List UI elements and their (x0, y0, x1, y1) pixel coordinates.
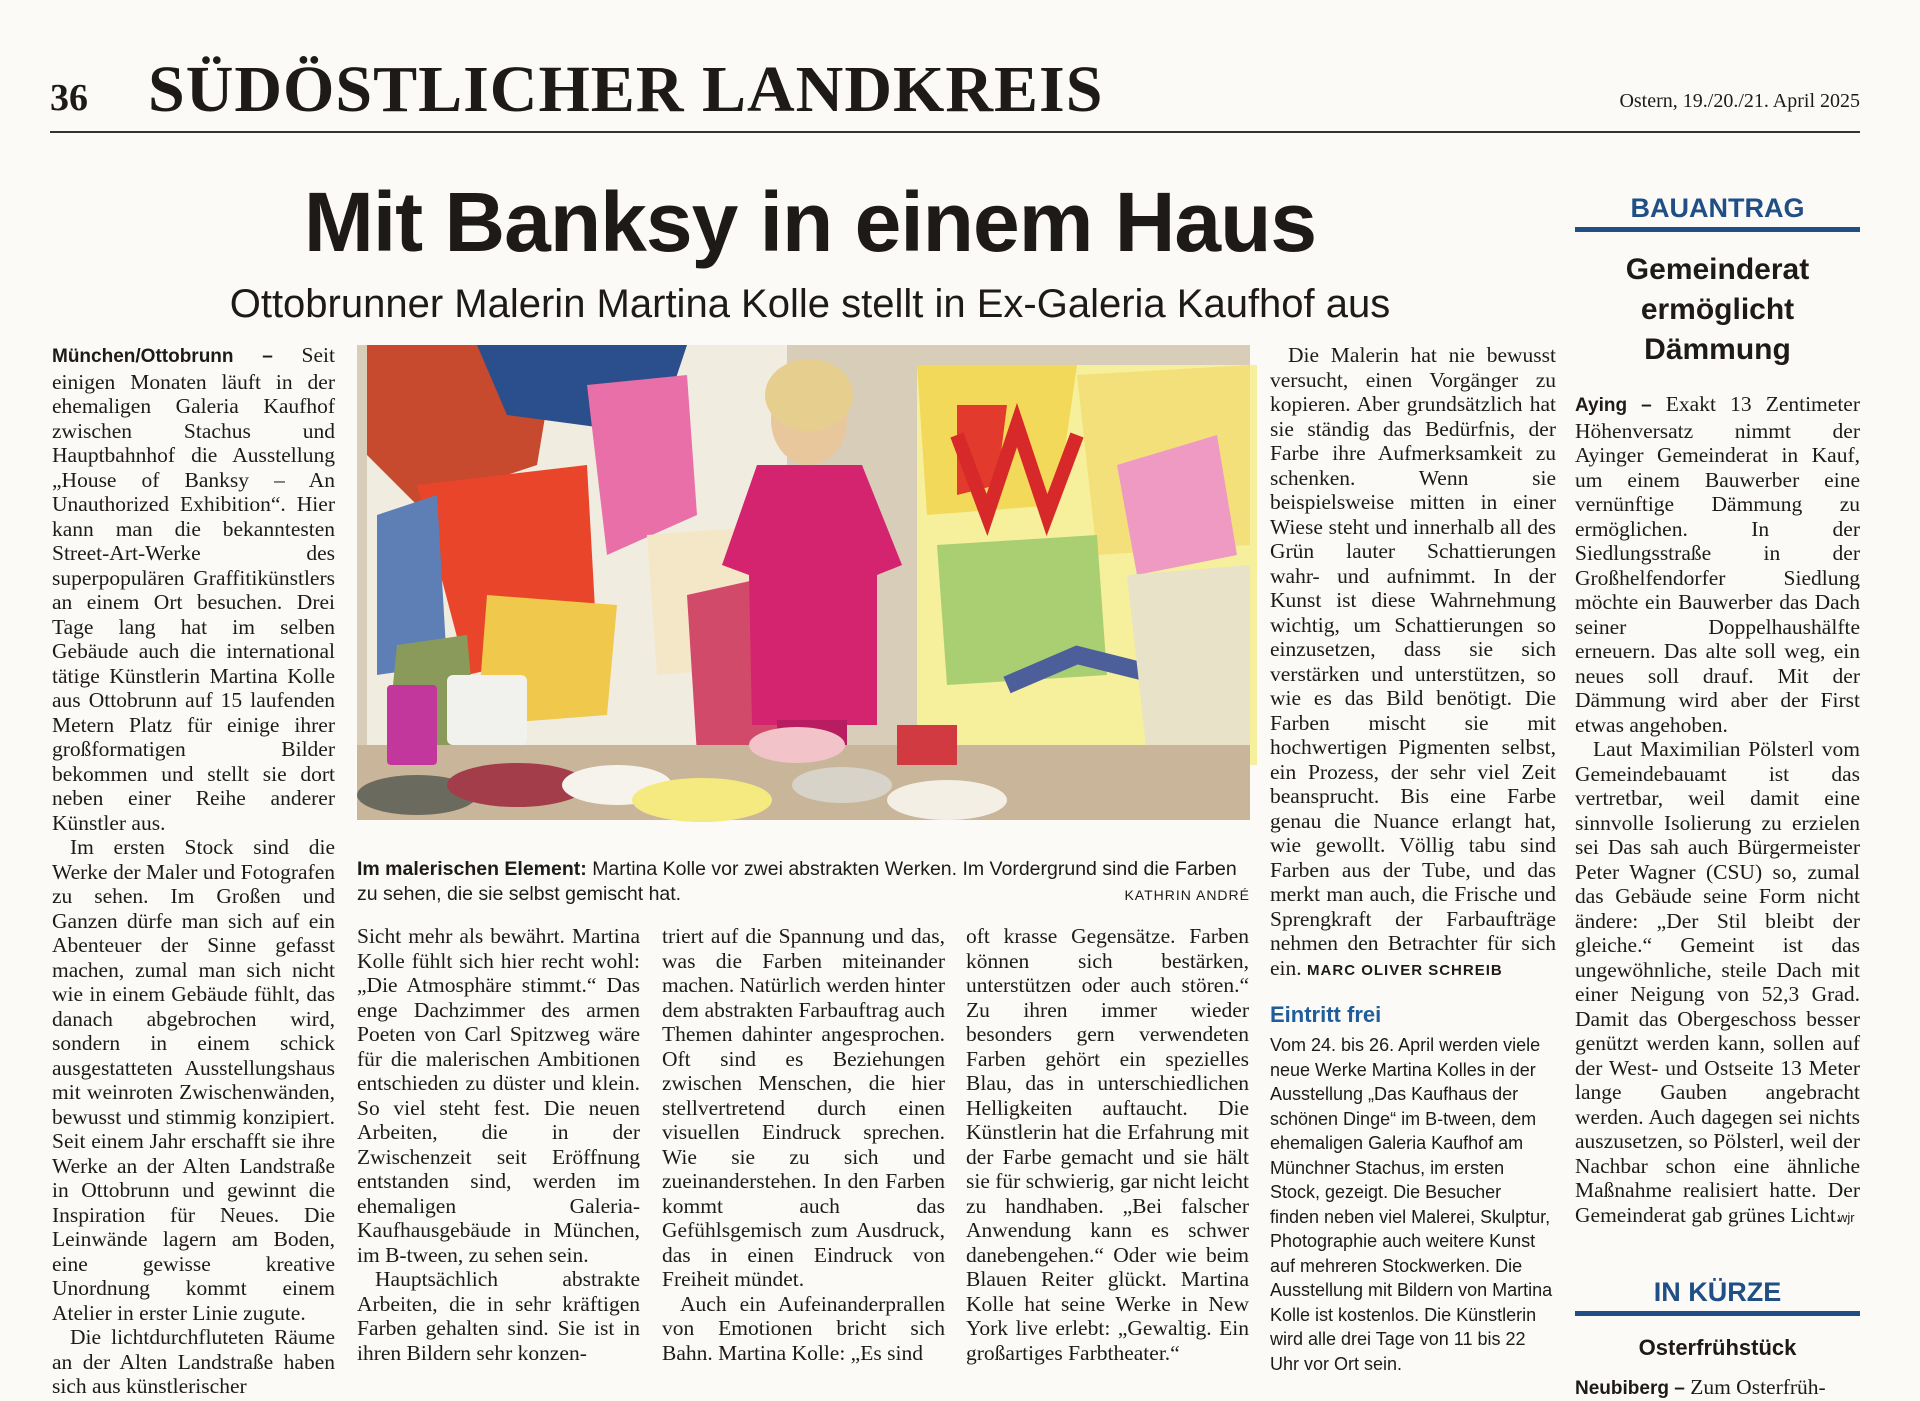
page-number: 36 (50, 77, 88, 119)
sidebar-kicker-in-kuerze: IN KÜRZE (1653, 1277, 1782, 1307)
article-paragraph: oft krasse Gegensätze. Farben können sich bestärken, unterstützen oder auch stören.“ Zu ihren immer wieder besonders gern verwendeten Farben gehört ein spezielles Blau, das in unterschiedlichen Helligkeiten auftaucht. Die Künstlerin hat die Erfahrung mit der Farbe gemacht und sie hält sie für schwierig, gar nicht leicht zu handhaben. „Bei falscher Anwendung kann es schwer danebengehen.“ Oder wie beim Blauen Reiter glückt. Martina Kolle hat seine Werke in New York live erlebt: „Gewaltig. Ein großartiges Farbtheater.“ (966, 924, 1249, 1365)
article-column-4 (966, 924, 1249, 1378)
info-box-text: Vom 24. bis 26. April werden viele neue Werke Martina Kolles in der Ausstellung „Das Kaufhaus der schönen Dinge“ im B-tween, dem ehemaligen Galeria Kaufhof am Münchner Stachus, im ersten Stock, gezeigt. Die Besucher finden neben viel Malerei, Skulptur, Photographie auch weitere Kunst auf mehreren Stockwerken. Die Ausstellung mit Bildern von Martina Kolle ist kostenlos. Die Künstlerin wird alle drei Tage von 11 bis 22 Uhr vor Ort sein. (1270, 1035, 1553, 1374)
edition-date: Ostern, 19./20./21. April 2025 (1619, 90, 1860, 112)
article-paragraph: Im ersten Stock sind die Werke der Maler und Fotografen zu sehen. Im Großen und Ganzen dürfe man sich auf ein Abenteuer der Sinne gefasst machen, zumal man sich nicht wie in einem Gebäude fühlt, das danach abgebrochen wird, sondern in einem schick ausgestatteten Ausstellungshaus mit weinroten Zwischenwänden, bewusst und stimmig konzipiert. Seit einem Jahr erschafft sie ihre Werke an der Alten Landstraße in Ottobrunn und gewinnt die Inspiration für Neues. Die Leinwände lagern am Boden, eine gewisse kreative Unordnung kommt einem Atelier in erster Linie zugute. (52, 835, 335, 1325)
article-column-1 (52, 343, 335, 1398)
article-paragraph: Hauptsächlich abstrakte Arbeiten, die in sehr kräftigen Farben gehalten sind. Sie ist in ihren Bildern sehr konzen- (357, 1267, 640, 1365)
article-paragraph: Auch ein Aufeinanderprallen von Emotionen bricht sich Bahn. Martina Kolle: „Es sind (662, 1291, 945, 1365)
info-box-title: Eintritt frei (1270, 1002, 1382, 1027)
teaser-dateline: Neubiberg – (1575, 1378, 1685, 1399)
sidebar-headline: Gemeinderat ermöglicht Dämmung (1625, 253, 1810, 366)
article-paragraph (1270, 343, 1556, 983)
article-byline: MARC OLIVER SCHREIB (1307, 961, 1503, 979)
article-column-3 (662, 924, 945, 1378)
article-photo (357, 345, 1250, 820)
article-dateline: München/Ottobrunn – (52, 346, 273, 367)
photo-credit: KATHRIN ANDRÉ (1124, 887, 1250, 903)
sidebar-kicker-rule (1575, 1311, 1860, 1316)
sidebar-author-signature: wjr (1838, 1210, 1855, 1225)
photo-caption-lead: Im malerischen Element: (357, 858, 587, 880)
article-subheadline: Ottobrunner Malerin Martina Kolle stellt in Ex-Galeria Kaufhof aus (229, 282, 1391, 326)
article-paragraph: triert auf die Spannung und das, was die Farben miteinander machen. Natürlich werden hinter dem abstrakten Farbauftrag auch Themen dahinter angesprochen. Oft sind es Beziehungen zwischen Menschen, die hier stellvertretend durch einen visuellen Eindruck sprechen. Wie sie zu sich und zueinanderstehen. In den Farben kommt auch das Gefühlsgemisch zum Ausdruck, das in einen Eindruck von Freiheit mündet. (662, 924, 945, 1291)
article-paragraph: Sicht mehr als bewährt. Martina Kolle fühlt sich hier recht wohl: „Die Atmosphäre stimmt.“ Das enge Dachzimmer des armen Poeten von Carl Spitzweg wäre für die malerischen Ambitionen entschieden zu düster und klein. So viel steht fest. Die neuen Arbeiten, die in der Zwischenzeit seit Eröffnung entstanden sind, werden im ehemaligen Galeria-Kaufhausgebäude in München, im B-tween, zu sehen sein. (357, 924, 640, 1267)
sidebar-kicker: BAUANTRAG (1630, 193, 1805, 223)
photo-caption (357, 857, 1250, 907)
sidebar-dateline: Aying – (1575, 395, 1652, 416)
sidebar-kicker-rule (1575, 227, 1860, 232)
photo-caption-text: Martina Kolle vor zwei abstrakten Werken. Im Vordergrund sind die Farben zu sehen, die sie selbst gemischt hat. (357, 858, 1237, 905)
painting-scene-illustration (357, 345, 1250, 820)
article-paragraph: Seit einigen Monaten läuft in der ehemaligen Galeria Kaufhof zwischen Stachus und Hauptbahnhof die Ausstellung „House of Banksy – An Unauthorized Exhibition“. Hier kann man die bekanntesten Street-Art-Werke des superpopulären Graffitikünstlers an einem Ort besuchen. Drei Tage lang hat im selben Gebäude auch die international tätige Künstlerin Martina Kolle aus Ottobrunn auf 15 laufenden Metern Platz für einige ihrer großformatigen Bilder bekommen und stellt sie dort neben einer Reihe anderer Künstler aus. (52, 343, 335, 835)
sidebar-article (1575, 392, 1860, 1234)
teaser-text: Zum Osterfrüh- (1690, 1375, 1826, 1399)
article-column-5 (1270, 343, 1556, 988)
article-paragraph-text: Die Malerin hat nie bewusst versucht, einen Vorgänger zu kopieren. Aber grundsätzlich hat sie ständig das Bedürfnis, der Farbe ihre Aufmerksamkeit zu schenken. Wenn sie beispielsweise mitten in einer Wiese steht und innerhalb all des Grün lauter Schattierungen wahr- und aufnimmt. In der Kunst ist diese Wahrnehmung wichtig, um Schattierungen so einzusetzen, dass sie sich verstärken und unterstützen, so wie es das Bild benötigt. Die Farben mischt sie mit hochwertigen Pigmenten selbst, ein Prozess, der sehr viel Zeit beansprucht. Bis eine Farbe genau die Nuance erlangt hat, wie gewollt. Völlig tabu sind Farben aus der Tube, und das merkt man auch, die Frische und Sprengkraft der Farbaufträge nehmen den Betrachter für sich ein. (1270, 343, 1556, 980)
sidebar-paragraph: Exakt 13 Zentimeter Höhenversatz nimmt der Ayinger Gemeinderat in Kauf, um einem Bauwerber eine vernünftige Dämmung zu ermöglichen. In der Siedlungsstraße in der Großhelfendorfer Siedlung möchte ein Bauwerber das Dach seiner Doppelhaushälfte erneuern. Das alte soll weg, ein neues soll drauf. Mit der Dämmung wird aber der First etwas angehoben. (1575, 392, 1861, 737)
article-headline: Mit Banksy in einem Haus (303, 175, 1317, 269)
sidebar-short-headline: Osterfrühstück (1638, 1335, 1797, 1360)
article-column-2 (357, 924, 640, 1378)
section-title: SÜDÖSTLICHER LANDKREIS (148, 53, 1104, 126)
sidebar-paragraph: Laut Maximilian Pölsterl vom Gemeindebauamt ist das vertretbar, weil damit eine sinnvolle Isolierung zu erzielen sei Das sah auch Bürgermeister Peter Wagner (CSU) so, zumal das Gebäude seine Form nicht ändere: „Der Stil bleibt der gleiche.“ Gemeint ist das ungewöhnliche, steile Dach mit einer Neigung von 52,3 Grad. Damit das Obergeschoss besser genützt werden kann, sollen auf der West- und Ostseite 13 Meter lange Gauben angebracht werden. Auch dagegen sei nichts auszusetzen, so Pölsterl, weil der Nachbar schon eine ähnliche Maßnahme realisiert hatte. Der Gemeinderat gab grünes Licht. (1575, 737, 1860, 1227)
article-paragraph: Die lichtdurchfluteten Räume an der Alten Landstraße haben sich aus künstlerischer (52, 1325, 335, 1398)
sidebar-short-teaser (1575, 1375, 1860, 1399)
header-divider (50, 131, 1860, 133)
